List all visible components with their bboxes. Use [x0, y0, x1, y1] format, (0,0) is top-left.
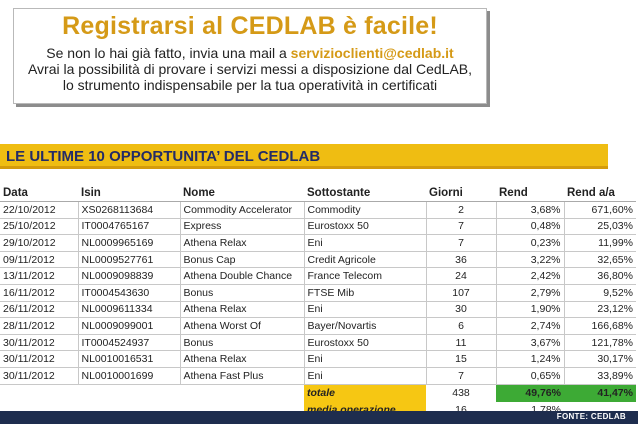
- cell-rend: 1,24%: [496, 351, 564, 368]
- cell-sottostante: Eni: [304, 301, 426, 318]
- cell-giorni: 107: [426, 284, 496, 301]
- cell-giorni: 2: [426, 202, 496, 219]
- cell-sottostante: France Telecom: [304, 268, 426, 285]
- cell-nome: Athena Worst Of: [180, 318, 304, 335]
- cell-isin: IT0004524937: [78, 334, 180, 351]
- cell-rend-aa: 9,52%: [564, 284, 636, 301]
- cell-sottostante: Eurostoxx 50: [304, 218, 426, 235]
- cell-rend: 2,74%: [496, 318, 564, 335]
- cell-nome: Bonus: [180, 334, 304, 351]
- cell-isin: NL0009611334: [78, 301, 180, 318]
- cell-isin: IT0004543630: [78, 284, 180, 301]
- cell-rend: 2,42%: [496, 268, 564, 285]
- cell-nome: Athena Double Chance: [180, 268, 304, 285]
- cell-isin: NL0009527761: [78, 251, 180, 268]
- cell-rend-aa: 32,65%: [564, 251, 636, 268]
- table-row: [0, 284, 636, 301]
- cell-rend-aa: 33,89%: [564, 367, 636, 384]
- cell-data: 29/10/2012: [0, 235, 78, 252]
- cell-sottostante: Bayer/Novartis: [304, 318, 426, 335]
- cell-rend-aa: 36,80%: [564, 268, 636, 285]
- totale-rend-aa: 41,47%: [564, 384, 636, 402]
- cell-sottostante: Eni: [304, 367, 426, 384]
- table-row: [0, 235, 636, 252]
- promo-box: [13, 8, 487, 104]
- promo-email-link[interactable]: servizioclienti@cedlab.it: [290, 45, 454, 61]
- cell-sottostante: Eurostoxx 50: [304, 334, 426, 351]
- totale-label: totale: [304, 384, 426, 402]
- section-banner: [0, 144, 608, 168]
- promo-line-1-text: Se non lo hai già fatto, invia una mail a: [46, 45, 287, 61]
- promo-line-2: Avrai la possibilità di provare i servizi messi a disposizione dal CedLAB,: [27, 61, 473, 77]
- cell-rend-aa: 25,03%: [564, 218, 636, 235]
- cell-sottostante: Credit Agricole: [304, 251, 426, 268]
- cell-nome: Athena Relax: [180, 301, 304, 318]
- cell-rend: 0,23%: [496, 235, 564, 252]
- cell-rend-aa: 30,17%: [564, 351, 636, 368]
- cell-rend: 2,79%: [496, 284, 564, 301]
- totale-row: [0, 384, 636, 402]
- cell-data: 25/10/2012: [0, 218, 78, 235]
- cell-data: 13/11/2012: [0, 268, 78, 285]
- cell-rend: 0,65%: [496, 367, 564, 384]
- cell-isin: NL0010001699: [78, 367, 180, 384]
- cell-nome: Athena Relax: [180, 235, 304, 252]
- cell-giorni: 11: [426, 334, 496, 351]
- cell-isin: IT0004765167: [78, 218, 180, 235]
- cell-giorni: 30: [426, 301, 496, 318]
- cell-rend-aa: 23,12%: [564, 301, 636, 318]
- header-data: Data: [0, 184, 78, 202]
- cell-sottostante: Eni: [304, 351, 426, 368]
- cell-giorni: 7: [426, 235, 496, 252]
- header-isin: Isin: [78, 184, 180, 202]
- cell-sottostante: Commodity: [304, 202, 426, 219]
- table-row: [0, 251, 636, 268]
- cell-nome: Athena Fast Plus: [180, 367, 304, 384]
- cell-isin: NL0009098839: [78, 268, 180, 285]
- cell-rend-aa: 121,78%: [564, 334, 636, 351]
- cell-giorni: 15: [426, 351, 496, 368]
- cell-rend-aa: 671,60%: [564, 202, 636, 219]
- cell-rend-aa: 166,68%: [564, 318, 636, 335]
- cell-isin: NL0009099001: [78, 318, 180, 335]
- table-row: [0, 202, 636, 219]
- cell-sottostante: FTSE Mib: [304, 284, 426, 301]
- totale-rend: 49,76%: [496, 384, 564, 402]
- cell-giorni: 7: [426, 218, 496, 235]
- cell-data: 09/11/2012: [0, 251, 78, 268]
- cell-nome: Express: [180, 218, 304, 235]
- cell-rend-aa: 11,99%: [564, 235, 636, 252]
- cell-nome: Bonus Cap: [180, 251, 304, 268]
- table-row: [0, 367, 636, 384]
- table-header-row: [0, 184, 636, 202]
- cell-data: 30/11/2012: [0, 351, 78, 368]
- table-row: [0, 218, 636, 235]
- cell-data: 30/11/2012: [0, 367, 78, 384]
- cell-giorni: 6: [426, 318, 496, 335]
- cell-nome: Commodity Accelerator: [180, 202, 304, 219]
- table-row: [0, 301, 636, 318]
- footer-bar: [0, 411, 638, 424]
- table-row: [0, 318, 636, 335]
- cell-isin: NL0009965169: [78, 235, 180, 252]
- cell-nome: Athena Relax: [180, 351, 304, 368]
- header-sottostante: Sottostante: [304, 184, 426, 202]
- cell-rend: 3,68%: [496, 202, 564, 219]
- cell-rend: 0,48%: [496, 218, 564, 235]
- cell-sottostante: Eni: [304, 235, 426, 252]
- header-rend: Rend: [496, 184, 564, 202]
- promo-title: Registrarsi al CEDLAB è facile!: [62, 12, 438, 40]
- table-row: [0, 334, 636, 351]
- header-nome: Nome: [180, 184, 304, 202]
- table-body: [0, 202, 636, 385]
- cell-isin: XS0268113684: [78, 202, 180, 219]
- banner-shadow: [0, 166, 608, 169]
- section-title: LE ULTIME 10 OPPORTUNITA’ DEL CEDLAB: [6, 148, 321, 165]
- promo-line-3: lo strumento indispensabile per la tua operatività in certificati: [62, 77, 438, 93]
- cell-rend: 1,90%: [496, 301, 564, 318]
- cell-giorni: 24: [426, 268, 496, 285]
- cell-data: 16/11/2012: [0, 284, 78, 301]
- header-rend-aa: Rend a/a: [564, 184, 636, 202]
- cell-giorni: 36: [426, 251, 496, 268]
- cell-data: 22/10/2012: [0, 202, 78, 219]
- cell-isin: NL0010016531: [78, 351, 180, 368]
- table-row: [0, 268, 636, 285]
- cell-rend: 3,67%: [496, 334, 564, 351]
- table-row: [0, 351, 636, 368]
- header-giorni: Giorni: [426, 184, 496, 202]
- cell-data: 26/11/2012: [0, 301, 78, 318]
- source-label: FONTE: CEDLAB: [556, 412, 626, 421]
- promo-line-1: [14, 45, 486, 61]
- cell-data: 30/11/2012: [0, 334, 78, 351]
- cell-giorni: 7: [426, 367, 496, 384]
- cell-nome: Bonus: [180, 284, 304, 301]
- cell-rend: 3,22%: [496, 251, 564, 268]
- totale-giorni: 438: [426, 384, 496, 402]
- opportunities-table: [0, 184, 636, 419]
- cell-data: 28/11/2012: [0, 318, 78, 335]
